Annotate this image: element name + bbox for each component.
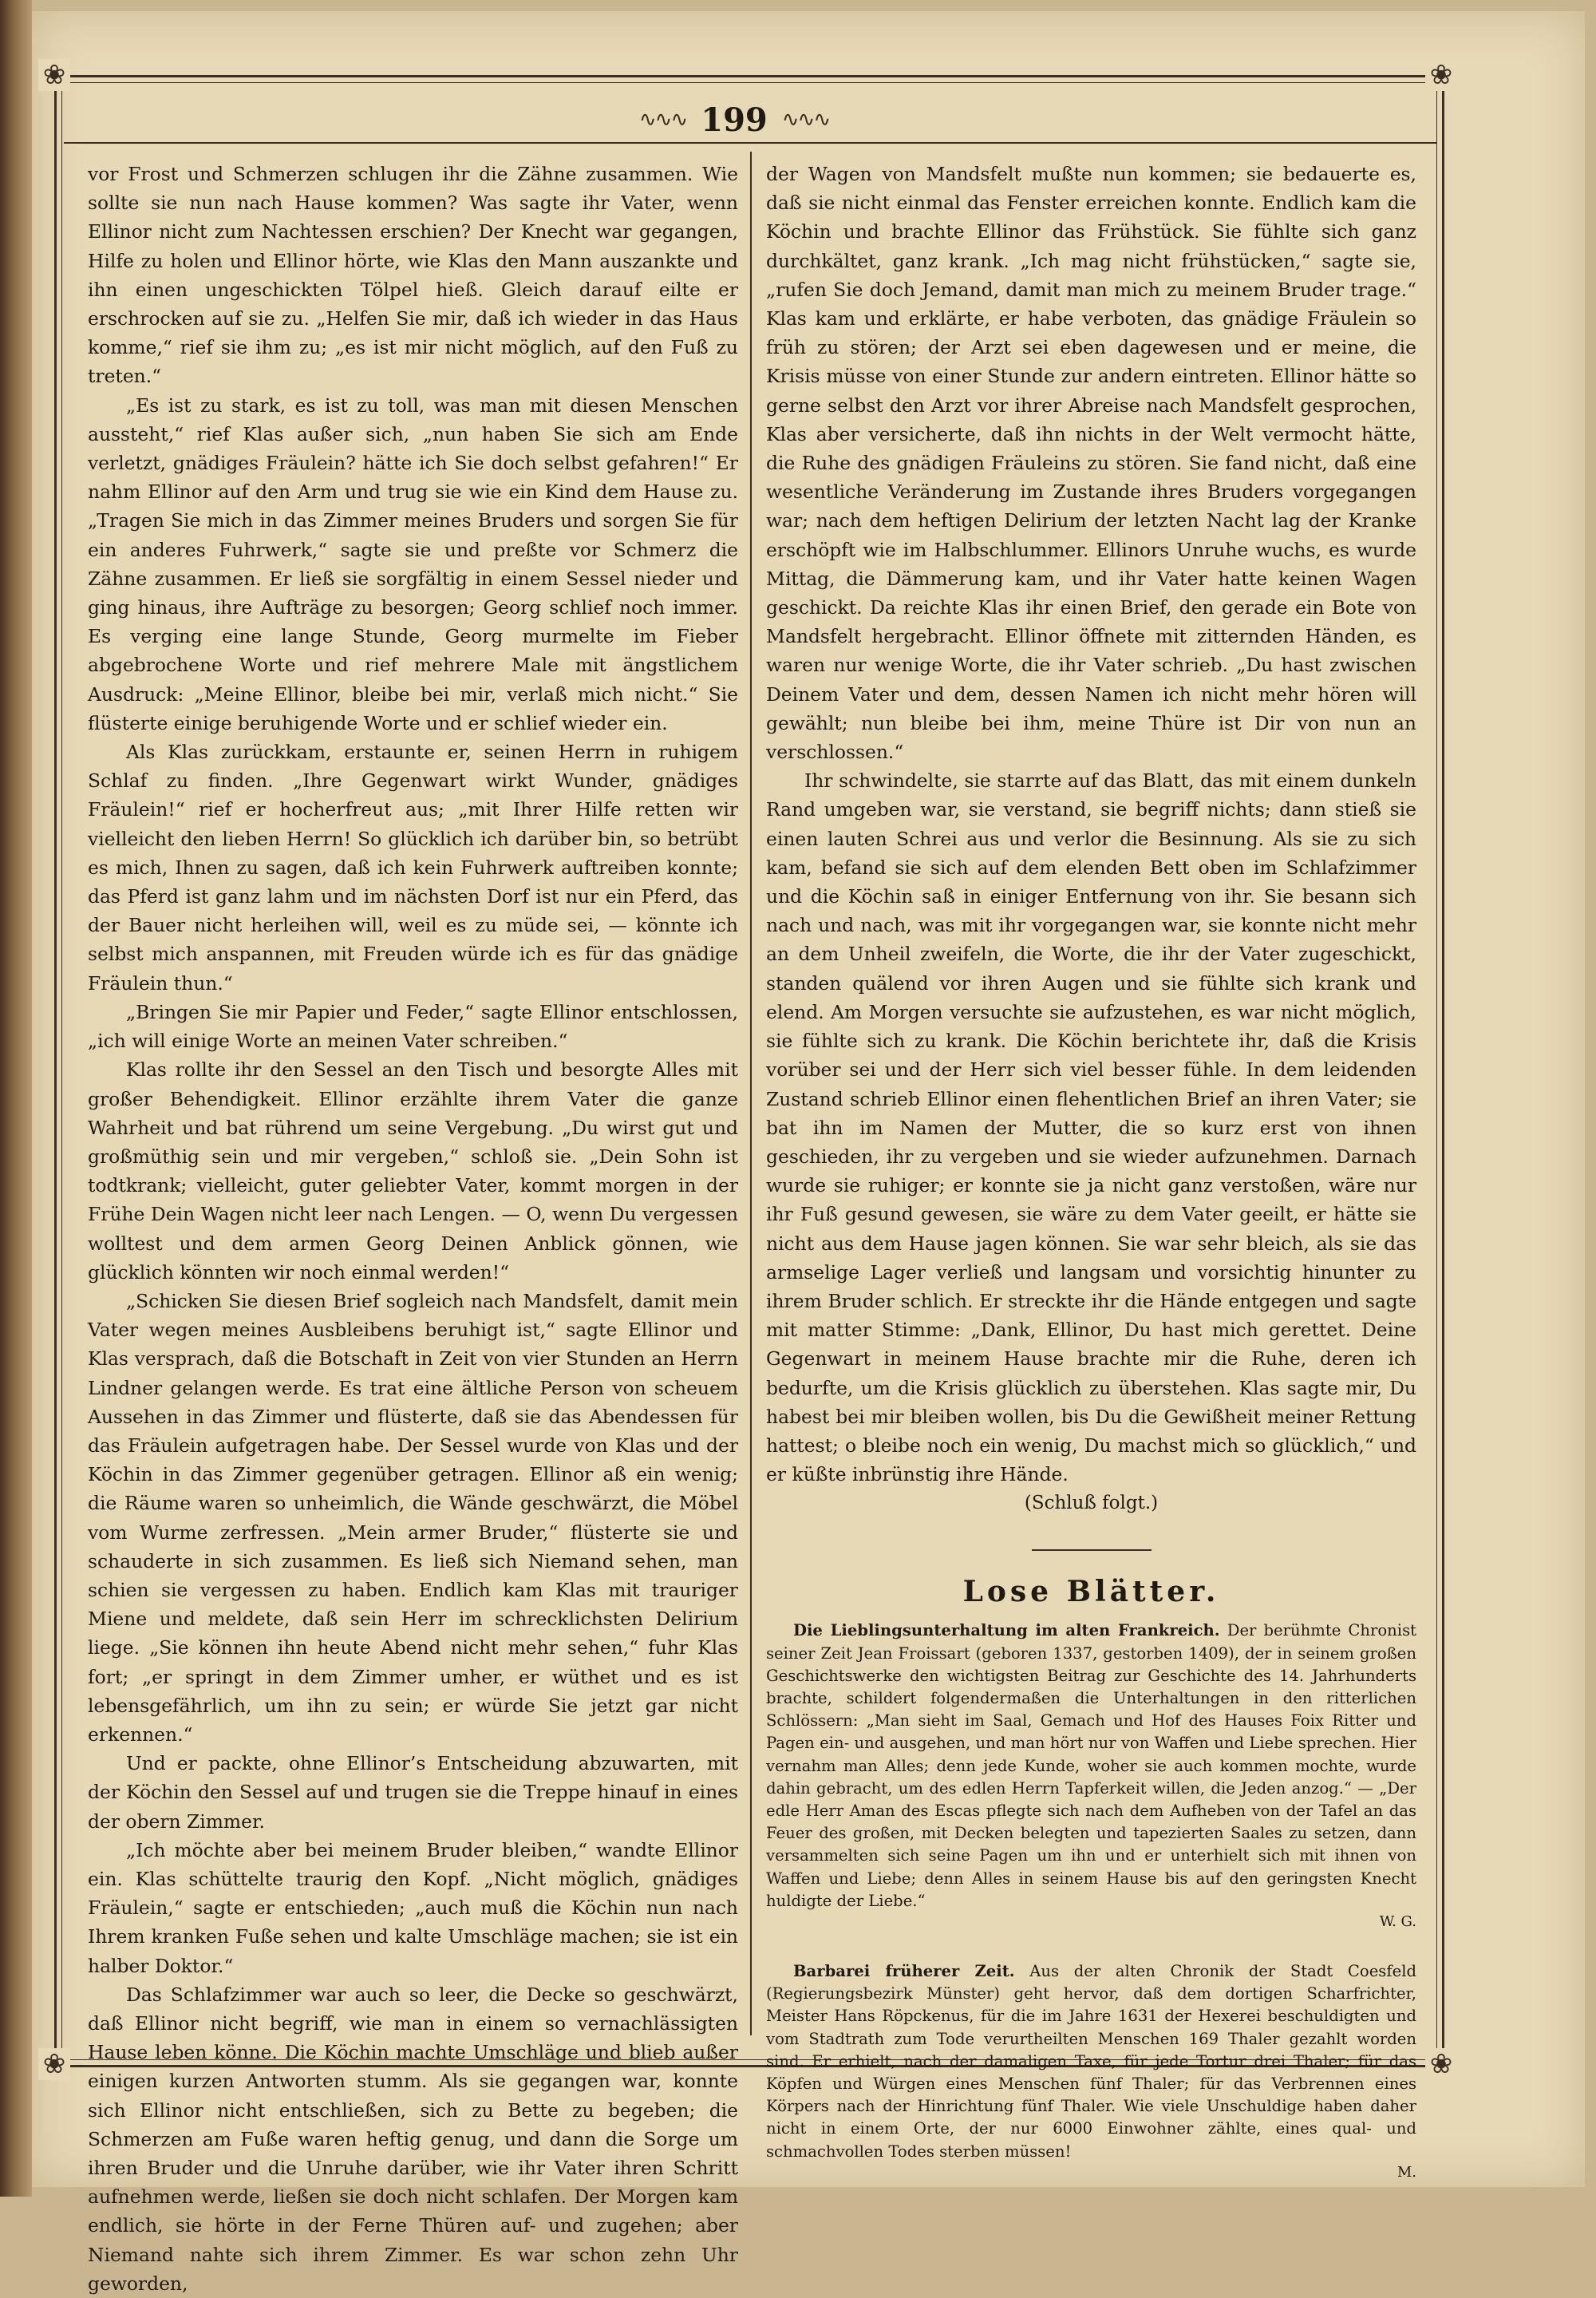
column-separator bbox=[750, 152, 752, 2035]
paragraph: „Es ist zu stark, es ist zu toll, was man mit diesen Menschen aussteht,“ rief Klas außer sich, „nun haben Sie sich am Ende verletzt, gnädiges Fräulein? hätte ich Sie doch selbst gefahren!“ Er nahm Ellinor auf den Arm und trug sie wie ein Kind dem Hause zu. „Tragen Sie mich in das Zimmer meines Bruders und sorgen Sie für ein anderes Fuhrwerk,“ sagte sie und preßte vor Schmerz die Zähne zusammen. Er ließ sie sorgfältig in einem Sessel nieder und ging hinaus, ihre Aufträge zu besorgen; Georg schlief noch immer. Es verging eine lange Stunde, Georg murmelte im Fieber abgebrochene Worte und rief mehrere Male mit ängstlichem Ausdruck: „Meine Ellinor, bleibe bei mir, verlaß mich nicht.“ Sie flüsterte einige beruhigende Worte und er schlief wieder ein. bbox=[88, 394, 738, 734]
header-rule bbox=[64, 142, 1436, 144]
paragraph: Und er packte, ohne Ellinor’s Entscheidung abzuwarten, mit der Köchin den Sessel auf und trugen sie die Treppe hinauf in eines der obern Zimmer. bbox=[88, 1752, 738, 1833]
paragraph: Klas rollte ihr den Sessel an den Tisch und besorgte Alles mit großer Behendigkeit. Ellinor erzählte ihrem Vater die ganze Wahrheit und bat rührend um seine Vergebung. „Du wirst gut und großmüthig sein und mir vergeben,“ schloß sie. „Dein Sohn ist todtkrank; vielleicht, guter geliebter Vater, kommt morgen in der Frühe Dein Wagen nicht leer nach Lengen. — O, wenn Du vergessen wolltest und dem armen Georg Deinen Anblick gönnen, wie glücklich könnten wir noch einmal werden!“ bbox=[88, 1058, 738, 1283]
news-item-text: Aus der alten Chronik der Stadt Coesfeld (Regierungsbezirk Münster) geht hervor, daß dem dortigen Scharfrichter, Meister Hans Röpckenus, für die im Jahre 1631 der Hexerei beschuldigten und vom Stadtrath zum Tode verurtheilten Menschen 169 Thaler gezahlt worden sind. Er erhielt, nach der damaligen Taxe, für jede Tortur drei Thaler; für das Köpfen und Würgen eines Menschen fünf Thaler; für das Verbrennen eines Körpers nach der Hinrichtung fünf Thaler. Wie viele Unschuldige haben daher nicht in einem Orte, der nur 6000 Einwohner zählte, eines qual- und schmachvollen Todes sterben müssen! bbox=[766, 1961, 1417, 2161]
section-title: Lose Blätter. bbox=[962, 1575, 1220, 1609]
news-item-initials: W. G. bbox=[1379, 1912, 1416, 1930]
news-item-initials: M. bbox=[1396, 2163, 1416, 2181]
corner-ornament-icon: ❀ bbox=[1425, 59, 1457, 91]
item-spacer bbox=[766, 1932, 1416, 1960]
news-item-text: Der berühmte Chronist seiner Zeit Jean Froissart (geboren 1337, gestorben 1409), der in seinem großen Geschichtswerke den wichtigsten Beitrag zur Geschichte des 14. Jahrhunderts brachte, schildert folgendermaßen die Unterhaltungen in den ritterlichen Schlössern: „Man sieht im Saal, Gemach und Hof des Hauses Foix Ritter und Pagen ein- und ausgehen, und man hört nur von Waffen und Liebe sprechen. Hier vernahm man Alles; denn jede Kunde, woher sie auch kommen mochte, wurde dahin gebracht, um des edlen Herrn Tapferkeit willen, die Jeden anzog.“ — „Der edle Herr Aman des Escas pflegte sich nach dem Aufheben von der Tafel an das Feuer des großen, mit Decken belegten und tapezierten Saales zu setzen, dann versammelten sich seine Pagen um ihn und er unterhielt sich mit ihnen von Waffen und Liebe; denn Alles in seinem Hause bis auf den geringsten Knecht huldigte der Liebe.“ bbox=[766, 1621, 1416, 1910]
section-divider bbox=[1032, 1549, 1152, 1551]
paragraph: vor Frost und Schmerzen schlugen ihr die Zähne zusammen. Wie sollte sie nun nach Hause kommen? Was sagte ihr Vater, wenn Ellinor nicht zum Nachtessen erschien? Der Knecht war gegangen, Hilfe zu holen und Ellinor hörte, wie Klas den Mann auszankte und ihn einen ungeschickten Tölpel hieß. Gleich darauf eilte er erschrocken auf sie zu. „Helfen Sie mir, daß ich wieder in das Haus komme,“ rief sie ihm zu; „es ist mir nicht möglich, auf den Fuß zu treten.“ bbox=[88, 163, 738, 388]
page-number: 199 bbox=[701, 101, 768, 139]
left-column bbox=[88, 160, 738, 2295]
continuation-note: (Schluß folgt.) bbox=[1024, 1493, 1159, 1514]
news-item bbox=[766, 1620, 1416, 1932]
right-column bbox=[766, 160, 1417, 2181]
paragraph: Als Klas zurückkam, erstaunte er, seinen Herrn in ruhigem Schlaf zu finden. „Ihre Gegenwart wirkt Wunder, gnädiges Fräulein!“ rief er hocherfreut aus; „mit Ihrer Hilfe retten wir vielleicht den lieben Herrn! So glücklich ich darüber bin, so betrübt es mich, Ihnen zu sagen, daß ich kein Fuhrwerk auftreiben konnte; das Pferd ist ganz lahm und im nächsten Dorf ist nur ein Pferd, das der Bauer nicht herleihen will, weil es zu müde sei, — könnte ich selbst mich anspannen, mit Freuden würde ich es für das gnädige Fräulein thun.“ bbox=[88, 741, 738, 995]
news-item-title: Die Lieblingsunterhaltung im alten Frankreich. bbox=[793, 1621, 1220, 1640]
header-ornament-right-icon: ∿∿∿ bbox=[781, 108, 830, 132]
binding-spine bbox=[0, 0, 32, 2197]
page-header bbox=[335, 96, 1133, 144]
corner-ornament-icon: ❀ bbox=[38, 2048, 70, 2080]
corner-ornament-icon: ❀ bbox=[38, 59, 70, 91]
news-item bbox=[766, 1960, 1416, 2182]
paragraph: „Schicken Sie diesen Brief sogleich nach Mandsfelt, damit mein Vater wegen meines Ausbleibens beruhigt ist,“ sagte Ellinor und Klas versprach, daß die Botschaft in Zeit von vier Stunden an Herrn Lindner gelangen werde. Es trat eine ältliche Person von scheuem Aussehen in das Zimmer und flüsterte, daß sie das Abendessen für das Fräulein aufgetragen habe. Der Sessel wurde von Klas und der Köchin in das Zimmer gegenüber getragen. Ellinor aß ein wenig; die Räume waren so unheimlich, die Wände geschwärzt, die Möbel vom Wurme zerfressen. „Mein armer Bruder,“ flüsterte sie und schauderte in sich zusammen. Es ließ sich Niemand sehen, man schien sie vergessen zu haben. Endlich kam Klas mit trauriger Miene und meldete, daß sein Herr im schrecklichsten Delirium liege. „Sie können ihn heute Abend nicht mehr sehen,“ fuhr Klas fort; „er springt in dem Zimmer umher, er wüthet und es ist lebensgefährlich, um ihn zu sein; er würde Sie jetzt gar nicht erkennen.“ bbox=[88, 1289, 738, 1746]
paragraph: der Wagen von Mandsfelt mußte nun kommen; sie bedauerte es, daß sie nicht einmal das Fenster erreichen konnte. Endlich kam die Köchin und brachte Ellinor das Frühstück. Sie fühlte sich ganz durchkältet, ganz krank. „Ich mag nicht frühstücken,“ sagte sie, „rufen Sie doch Jemand, damit man mich zu meinem Bruder trage.“ Klas kam und erklärte, er habe verboten, das gnädige Fräulein so früh zu stören; der Arzt sei eben dagewesen und er meine, die Krisis müsse von einer Stunde zur andern eintreten. Ellinor hätte so gerne selbst den Arzt vor ihrer Abreise nach Mandsfelt gesprochen, Klas aber versicherte, daß ihn nichts in der Welt vermocht hätte, die Ruhe des gnädigen Fräuleins zu stören. Sie fand nicht, daß eine wesentliche Veränderung im Zustande ihres Bruders vorgegangen war; nach dem heftigen Delirium der letzten Nacht lag der Kranke erschöpft wie im Halbschlummer. Ellinors Unruhe wuchs, es wurde Mittag, die Dämmerung kam, und ihr Vater hatte keinen Wagen geschickt. Da reichte Klas ihr einen Brief, den gerade ein Bote von Mandsfelt hergebracht. Ellinor öffnete mit zitternden Händen, es waren nur wenige Worte, die ihr Vater schrieb. „Du hast zwischen Deinem Vater und dem, dessen Namen ich nicht mehr hören will gewählt; nun bleibe bei ihm, meine Thüre ist Dir von nun an verschlossen.“ bbox=[766, 163, 1416, 764]
news-item-title: Barbarei früherer Zeit. bbox=[793, 1961, 1015, 1980]
paragraph: „Bringen Sie mir Papier und Feder,“ sagte Ellinor entschlossen, „ich will einige Worte an meinen Vater schreiben.“ bbox=[88, 1000, 738, 1053]
paragraph: Das Schlafzimmer war auch so leer, die Decke so geschwärzt, daß Ellinor nicht begriff, wie man in einem so vernachlässigten Hause leben könne. Die Köchin machte Umschläge und blieb außer einigen kurzen Antworten stumm. Als sie gegangen war, konnte sich Ellinor nicht entschließen, sich zu Bette zu begeben; die Schmerzen am Fuße waren heftig genug, und dann die Sorge um ihren Bruder und die Unruhe darüber, wie ihr Vater ihren Schritt aufnehmen werde, ließen sie doch nicht schlafen. Der Morgen kam endlich, sie hörte in der Ferne Thüren auf- und zugehen; aber Niemand nahte sich ihrem Zimmer. Es war schon zehn Uhr geworden, bbox=[88, 1983, 738, 2295]
header-ornament-left-icon: ∿∿∿ bbox=[638, 108, 687, 132]
paragraph: Ihr schwindelte, sie starrte auf das Blatt, das mit einem dunkeln Rand umgeben war, sie verstand, sie begriff nichts; dann stieß sie einen lauten Schrei aus und verlor die Besinnung. Als sie zu sich kam, befand sie sich auf dem elenden Bett oben im Schlafzimmer und die Köchin saß in einiger Entfernung von ihr. Sie besann sich nach und nach, was mit ihr vorgegangen war, sie konnte nicht mehr an dem Unheil zweifeln, die Worte, die ihr der Vater zugeschickt, standen quälend vor ihren Augen und sie fühlte sich krank und elend. Am Morgen versuchte sie aufzustehen, es war nicht möglich, sie fühlte sich zu krank. Die Köchin berichtete ihr, daß die Krisis vorüber sei und der Herr sich viel besser fühle. In dem leidenden Zustand schrieb Ellinor einen flehentlichen Brief an ihren Vater; sie bat ihn im Namen der Mutter, die so kurz erst von ihnen geschieden, ihr zu vergeben und sie wieder aufzunehmen. Darnach wurde sie ruhiger; er konnte sie ja nicht ganz verstoßen, wäre nur ihr Fuß gesund gewesen, sie wäre zu dem Vater geeilt, er hätte sie nicht aus dem Hause jagen können. Sie war sehr bleich, als sie das armselige Lager verließ und langsam und vorsichtig hinunter zu ihrem Bruder schlich. Er streckte ihr die Hände entgegen und sagte mit matter Stimme: „Dank, Ellinor, Du hast mich gerettet. Deine Gegenwart in meinem Hause brachte mir die Ruhe, deren ich bedurfte, um die Krisis glücklich zu überstehen. Klas sagte mir, Du habest bei mir bleiben wollen, bis Du die Gewißheit meiner Rettung hattest; o bleibe noch ein wenig, Du machst mich so glücklich,“ und er küßte inbrünstig ihre Hände. bbox=[766, 769, 1416, 1486]
corner-ornament-icon: ❀ bbox=[1425, 2048, 1457, 2080]
paragraph: „Ich möchte aber bei meinem Bruder bleiben,“ wandte Ellinor ein. Klas schüttelte traurig den Kopf. „Nicht möglich, gnädiges Fräulein,“ sagte er entschieden; „auch muß die Köchin nun nach Ihrem kranken Fuße sehen und kalte Umschläge machen; sie ist ein halber Doktor.“ bbox=[88, 1838, 738, 1977]
